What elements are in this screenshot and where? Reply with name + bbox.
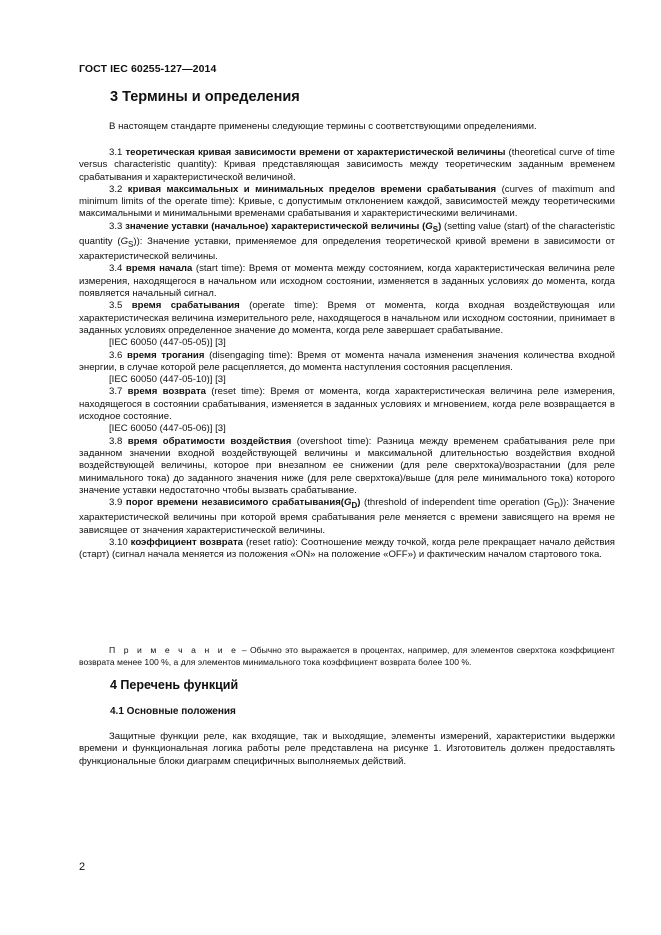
term-3-6 [79,350,615,375]
section-4-1-body [79,731,615,768]
note-text [79,645,615,668]
section-4-1-text: Защитные функции реле, как входящие, так и выходящие, элементы измерений, характеристики выдержки времени и функциональная логика работы реле представлена на рисунке 1. Изготовитель должен предоставлять функциональные блоки диаграмм специфичных выполняемых действий. [79,731,615,767]
term-name: кривая максимальных и минимальных пределов времени срабатывания [127,183,497,195]
term-name: теоретическая кривая зависимости времени от характеристической величины [125,147,506,158]
section-4-title: 4 Перечень функций [110,678,239,692]
term-3-1 [79,147,615,184]
term-name: время начала [125,263,193,275]
symbol: G [344,497,352,509]
symbol-subscript: S [432,224,439,234]
symbol: G [425,220,433,232]
term-definition: (setting value (start) of the characteristic quantity $(G_S)$): Значение уставки, применяемое для определения теоретической кривой времени в зависимости от характеристической величины. [79,220,615,263]
term-definition: (reset time): Время от момента, когда характеристическая величина реле измерения, находящегося в состоянии срабатывания, изменяется в заданных условиях и мгновением, когда реле возвращается в исходное состояние. [79,386,615,423]
term-definition: (theoretical curve of time versus characteristic quantity): Кривая представляющая зависимость между теоретическим заданным временем срабатывания и характеристической величиной. [79,147,615,183]
term-number: 3.5 [109,300,132,312]
term-3-4 [79,263,615,300]
term-name: коэффициент возврата [130,536,244,548]
term-number: 3.1 [109,147,126,158]
term-number: 3.10 [109,536,131,548]
term-3-5 [79,300,615,337]
term-3-7 [79,386,615,423]
section-3-title: 3 Термины и определения [110,89,300,105]
term-name: время срабатывания [131,300,240,312]
term-name: порог времени независимого $срабатывания(G_D)$ [125,497,361,511]
document-header: ГОСТ IEC 60255-127—2014 [79,63,217,75]
note-label: П р и м е ч а н и е [109,645,239,655]
term-number: 3.3 [109,220,126,232]
term-number: 3.7 [109,386,128,398]
term-number: 3.6 [109,349,128,361]
term-definition: (overshoot time): Разница между временем срабатывания реле при заданном значении входной воздействующей величины и максимальной длительностью воздействия входной воздействующей величины, которое при внезапном ее снижении (для реле сверхтока)/возрастании (для реле минимального тока) до заданного значения ниже (для реле сверхтока)/выше (для реле минимального тока) которого значение уставки недостаточно чтобы вызвать срабатывание. [79,435,615,496]
note-block [79,645,615,668]
term-3-3 [79,221,615,264]
term-3-6-reference: [IEC 60050 (447-05-10)] [3] [109,374,226,386]
term-3-7-reference: [IEC 60050 (447-05-06)] [3] [109,423,226,435]
term-number: 3.8 [109,435,128,447]
term-name: время трогания [127,349,205,361]
term-definition: (start time): Время от момента между состоянием, когда характеристическая величина реле измерения, находящегося в начальном или исходном состоянии, изменяется в заданных условиях до момента, когда появляется начальный сигнал. [79,263,615,300]
term-definitions [79,147,615,562]
symbol-subscript: D [351,501,358,511]
term-3-9 [79,497,615,537]
term-name: значение уставки (начальное) характеристической величины $(G_S)$ [125,220,442,234]
term-3-8 [79,436,615,497]
term-name: время возврата [127,386,206,398]
term-3-5-reference: [IEC 60050 (447-05-05)] [3] [109,337,226,349]
term-definition: (threshold of independent time operation $(G_D)$): Значение характеристической величины при которой время срабатывания реле меняется с времени зависящего на время не зависящее от значения характеристической величины. [79,497,616,536]
term-name: время обратимости воздействия [127,435,292,447]
page-number: 2 [79,861,86,873]
section-3-intro [79,121,615,133]
term-definition: (curves of maximum and minimum limits of the operate time): Кривые, с допустимым отклонением каждой, зависимостей между теоретическими максимальными и минимальными временами срабатывания и характеристическими величинами. [79,183,615,220]
term-definition: (operate time): Время от момента, когда входная воздействующая или характеристическая величина измерительного реле, находящегося в начальном или исходном состоянии, принимает в заданных условиях определенное значение до момента, когда реле завершает срабатывание. [79,300,615,336]
term-number: 3.4 [109,263,126,275]
intro-text: В настоящем стандарте применены следующие термины с соответствующими определениями. [109,121,537,132]
note-body: – Обычно это выражается в процентах, например, для элементов сверхтока коэффициент возврата менее 100 %, а для элементов минимального тока коэффициент возврата более 100 %. [79,645,615,667]
term-3-2 [79,184,615,221]
term-3-10 [79,537,615,562]
section-4-1-title: 4.1 Основные положения [110,706,236,717]
term-number: 3.2 [109,183,128,195]
term-number: 3.9 [109,497,126,509]
term-definition: (reset ratio): Соотношение между точкой, когда реле прекращает начало действия (старт) (сигнал начала меняется из положения «ON» на положение «OFF») и фактическим началом стартового тока. [79,536,615,561]
term-definition: (disengaging time): Время от момента начала изменения значения количества входной энергии, в случае которой реле расцепляется, до момента наступления состояния расцепления. [79,349,615,373]
